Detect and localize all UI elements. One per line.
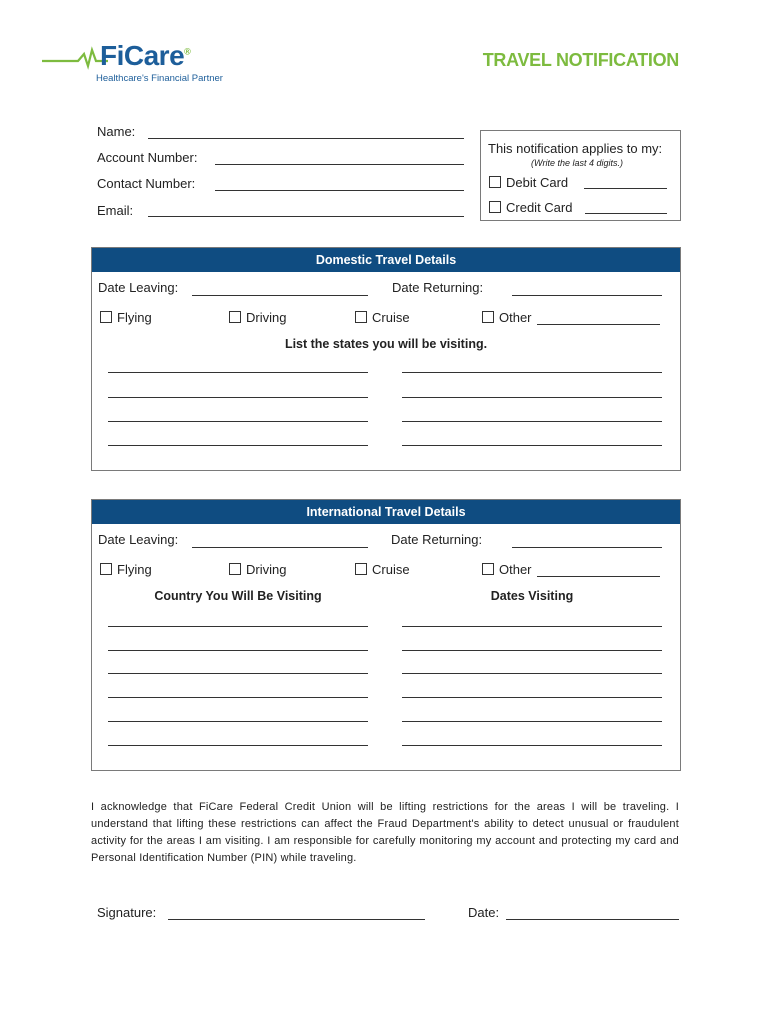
- debit-last4-field[interactable]: [584, 188, 667, 189]
- dates-line[interactable]: [402, 745, 662, 746]
- state-line[interactable]: [108, 421, 368, 422]
- international-section: [91, 499, 681, 771]
- acknowledgement-text: I acknowledge that FiCare Federal Credit Union will be lifting restrictions for the areas I will be traveling. I understand that lifting these restrictions can affect the Fraud Department's ability to detect unusual or fraudulent activity for the areas I am visiting. I am responsible for carefully monitoring my account and protecting my card and Personal Identification Number (PIN) while traveling.: [91, 801, 679, 864]
- account-number-label: Account Number:: [97, 150, 198, 165]
- brand-name: FiCare®: [100, 40, 191, 71]
- checkbox-icon: [489, 176, 501, 188]
- date-field[interactable]: [506, 919, 679, 920]
- country-line[interactable]: [108, 697, 368, 698]
- state-line[interactable]: [402, 445, 662, 446]
- driving-label: Driving: [246, 310, 287, 325]
- brand-tagline: Healthcare's Financial Partner: [96, 73, 223, 84]
- driving-label: Driving: [246, 562, 287, 577]
- intl-driving-checkbox[interactable]: [229, 562, 286, 577]
- domestic-header: Domestic Travel Details: [92, 248, 680, 272]
- cruise-label: Cruise: [372, 562, 410, 577]
- debit-card-checkbox[interactable]: [489, 175, 568, 190]
- intl-other-checkbox[interactable]: [482, 562, 532, 577]
- state-line[interactable]: [402, 421, 662, 422]
- credit-card-checkbox[interactable]: [489, 200, 572, 215]
- other-label: Other: [499, 310, 532, 325]
- contact-number-label: Contact Number:: [97, 176, 196, 191]
- country-heading: Country You Will Be Visiting: [154, 589, 322, 603]
- checkbox-icon: [100, 311, 112, 323]
- country-line[interactable]: [108, 650, 368, 651]
- state-line[interactable]: [402, 372, 662, 373]
- card-applies-box: [480, 130, 681, 221]
- domestic-date-leaving-label: Date Leaving:: [98, 280, 179, 295]
- domestic-cruise-checkbox[interactable]: [355, 310, 410, 325]
- credit-last4-field[interactable]: [585, 213, 667, 214]
- applies-note: (Write the last 4 digits.): [531, 158, 624, 168]
- flying-label: Flying: [117, 310, 152, 325]
- checkbox-icon: [229, 563, 241, 575]
- dates-line[interactable]: [402, 673, 662, 674]
- intl-other-field[interactable]: [537, 576, 660, 577]
- dates-line[interactable]: [402, 697, 662, 698]
- country-line[interactable]: [108, 745, 368, 746]
- intl-date-leaving-field[interactable]: [192, 547, 368, 548]
- name-field[interactable]: [148, 138, 464, 139]
- logo: [40, 40, 240, 90]
- checkbox-icon: [100, 563, 112, 575]
- international-header: International Travel Details: [92, 500, 680, 524]
- intl-date-returning-field[interactable]: [512, 547, 662, 548]
- dates-line[interactable]: [402, 721, 662, 722]
- credit-card-label: Credit Card: [506, 200, 573, 215]
- domestic-date-returning-label: Date Returning:: [392, 280, 484, 295]
- dates-line[interactable]: [402, 626, 662, 627]
- cruise-label: Cruise: [372, 310, 410, 325]
- checkbox-icon: [355, 563, 367, 575]
- dates-heading: Dates Visiting: [490, 589, 574, 603]
- contact-number-field[interactable]: [215, 190, 464, 191]
- domestic-date-returning-field[interactable]: [512, 295, 662, 296]
- signature-label: Signature:: [97, 905, 157, 920]
- country-line[interactable]: [108, 673, 368, 674]
- intl-date-leaving-label: Date Leaving:: [98, 532, 179, 547]
- checkbox-icon: [482, 311, 494, 323]
- country-line[interactable]: [108, 721, 368, 722]
- flying-label: Flying: [117, 562, 152, 577]
- checkbox-icon: [489, 201, 501, 213]
- domestic-date-leaving-field[interactable]: [192, 295, 368, 296]
- email-label: Email:: [97, 203, 134, 218]
- other-label: Other: [499, 562, 532, 577]
- intl-date-returning-label: Date Returning:: [391, 532, 483, 547]
- domestic-flying-checkbox[interactable]: [100, 310, 152, 325]
- intl-flying-checkbox[interactable]: [100, 562, 152, 577]
- signature-field[interactable]: [168, 919, 425, 920]
- checkbox-icon: [355, 311, 367, 323]
- state-line[interactable]: [108, 445, 368, 446]
- domestic-section: [91, 247, 681, 471]
- page-title: TRAVEL NOTIFICATION: [482, 50, 679, 70]
- debit-card-label: Debit Card: [506, 175, 569, 190]
- name-label: Name:: [97, 124, 136, 139]
- domestic-other-checkbox[interactable]: [482, 310, 532, 325]
- date-label: Date:: [468, 905, 500, 920]
- domestic-driving-checkbox[interactable]: [229, 310, 286, 325]
- intl-cruise-checkbox[interactable]: [355, 562, 410, 577]
- dates-line[interactable]: [402, 650, 662, 651]
- account-number-field[interactable]: [215, 164, 464, 165]
- state-line[interactable]: [108, 397, 368, 398]
- state-line[interactable]: [402, 397, 662, 398]
- applies-heading: This notification applies to my:: [488, 141, 663, 156]
- domestic-other-field[interactable]: [537, 324, 660, 325]
- country-line[interactable]: [108, 626, 368, 627]
- checkbox-icon: [482, 563, 494, 575]
- state-line[interactable]: [108, 372, 368, 373]
- email-field[interactable]: [148, 216, 464, 217]
- states-prompt: List the states you will be visiting.: [284, 337, 488, 351]
- checkbox-icon: [229, 311, 241, 323]
